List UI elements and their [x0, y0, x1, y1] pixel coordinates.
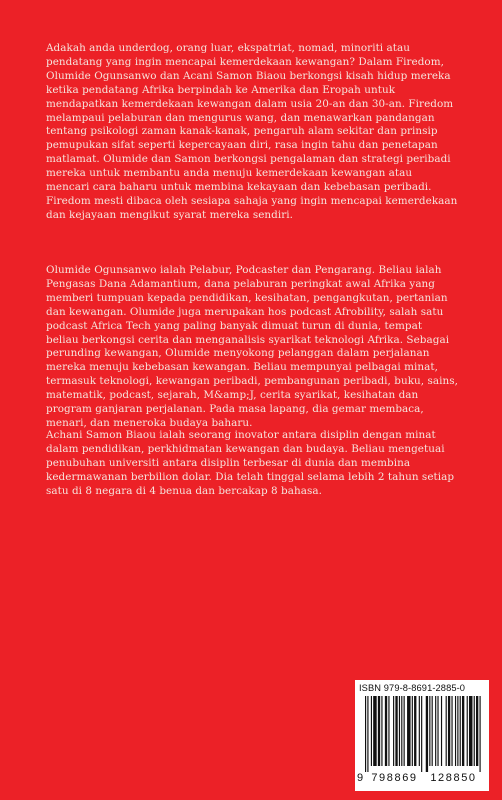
barcode-bar	[367, 696, 368, 772]
barcode-digits	[355, 772, 489, 784]
barcode-bar	[378, 696, 380, 766]
barcode-bar	[412, 696, 413, 766]
barcode-bar	[395, 696, 397, 766]
barcode-bar	[429, 696, 430, 766]
isbn-label: ISBN 979-8-8691-2885-0	[359, 683, 466, 693]
description-paragraph: Adakah anda underdog, orang luar, ekspatriat, nomad, minoriti atau pendatang yang ingin mencapai kemerdekaan kewangan? Dalam Firedom, Olumide Ogunsanwo dan Acani Samon Biaou berkongsi kisah hidup mereka ketika pendatang Afrika berpindah ke Amerika dan Eropah untuk mendapatkan kemerdekaan kewangan dalam usia 20-an dan 30-an. Firedom melampaui pelaburan dan mengurus wang, dan menawarkan pandangan tentang psikologi zaman kanak-kanak, pengaruh alam sekitar dan prinsip pemupukan sifat seperti kepercayaan diri, rasa ingin tahu dan penetapan matlamat. Olumide dan Samon berkongsi pengalaman dan strategi peribadi mereka untuk membantu anda menuju kemerdekaan kewangan atau mencari cara baharu untuk membina kekayaan dan kebebasan peribadi. Firedom mesti dibaca oleh sesiapa sahaja yang ingin mencapai kemerdekaan dan kejayaan mengikut syarat mereka sendiri.	[46, 42, 458, 221]
barcode-bar	[385, 696, 387, 766]
barcode-bar	[460, 696, 461, 766]
barcode-bar	[365, 696, 366, 772]
barcode-icon	[365, 696, 483, 772]
barcode-bar	[448, 696, 450, 766]
barcode-bar	[476, 696, 478, 766]
barcode-bar	[441, 696, 442, 766]
barcode-bar	[462, 696, 464, 766]
barcode-bar	[474, 696, 475, 766]
barcode-bar	[451, 696, 452, 766]
barcode-bar	[467, 696, 468, 766]
barcode-bar	[401, 696, 402, 766]
barcode-bar	[457, 696, 458, 766]
isbn-barcode-panel	[355, 680, 489, 791]
barcode-bar	[432, 696, 433, 766]
author-bio-olumide: Olumide Ogunsanwo ialah Pelabur, Podcaster dan Pengarang. Beliau ialah Pengasas Dana Adamantium, dana pelaburan peringkat awal Afrika yang memberi tumpuan kepada pendidikan, kesihatan, pengangkutan, pertanian dan kewangan. Olumide juga merupakan hos podcast Afrobility, salah satu podcast Africa Tech yang paling banyak dimuat turun di dunia, tempat beliau berkongsi cerita dan menganalisis syarikat teknologi Afrika. Sebagai perunding kewangan, Olumide menyokong pelanggan dalam perjalanan mereka menuju kebebasan kewangan. Beliau mempunyai pelbagai minat, termasuk teknologi, kewangan peribadi, pembangunan peribadi, buku, sains, matematik, podcast, sejarah, M&amp;J, cerita syarikat, kesihatan dan program ganjaran perjalanan. Pada masa lapang, dia gemar membaca, menari, dan meneroka budaya baharu.	[46, 264, 458, 429]
barcode-bar	[426, 696, 428, 772]
barcode-bar	[455, 696, 456, 766]
barcode-bar	[479, 696, 480, 772]
barcode-bar	[371, 696, 372, 766]
barcode-bar	[404, 696, 405, 766]
author-bio-achani: Achani Samon Biaou ialah seorang inovator antara disiplin dengan minat dalam pendidikan, perkhidmatan kewangan dan budaya. Beliau mengetuai penubuhan universiti antara disiplin terbesar di dunia dan membina kedermawanan berbilion dolar. Dia telah tinggal selama lebih 2 tahun setiap satu di 8 negara di 4 benua dan bercakap 8 bahasa.	[46, 429, 455, 497]
barcode-bar	[435, 696, 436, 766]
barcode-bar	[399, 696, 400, 766]
barcode-bar	[437, 696, 438, 766]
barcode-digits-left: 798869	[371, 772, 418, 784]
barcode-bar	[373, 696, 377, 766]
barcode-bar	[469, 696, 473, 766]
barcode-bar	[381, 696, 382, 766]
barcode-bar	[407, 696, 411, 766]
barcode-bar	[419, 696, 420, 766]
barcode-digits-right: 128850	[430, 772, 477, 784]
barcode-bar	[421, 696, 422, 772]
barcode-digit-first: 9	[356, 772, 364, 784]
barcode-bar	[393, 696, 394, 766]
barcode-bar	[388, 696, 389, 766]
barcode-bar	[446, 696, 447, 766]
barcode-bar	[414, 696, 416, 766]
